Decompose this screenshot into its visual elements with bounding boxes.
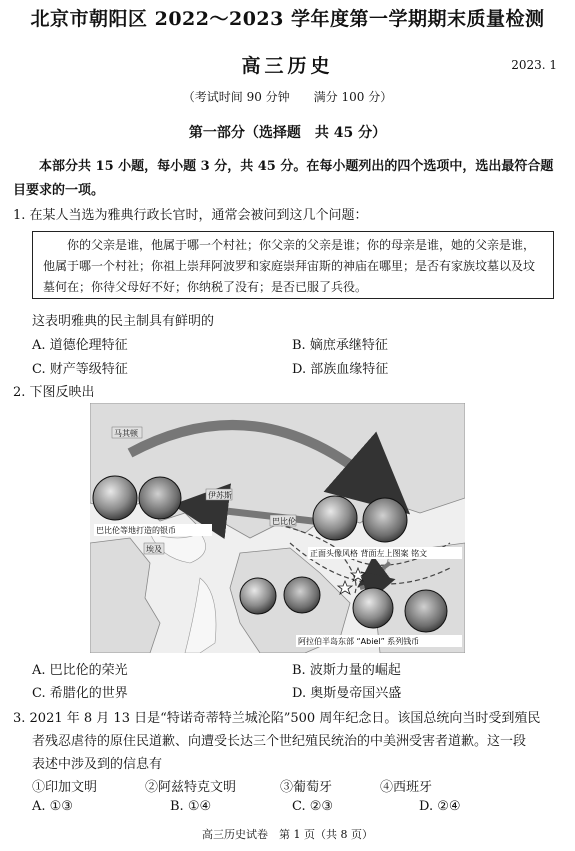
caption-babylon-coins: 巴比伦等地打造的银币 bbox=[96, 526, 176, 535]
question-3-option-a[interactable]: A. ①③ bbox=[32, 799, 73, 814]
question-2-stem: 2. 下图反映出 bbox=[13, 385, 95, 400]
question-2-option-a[interactable]: A. 巴比伦的荣光 bbox=[32, 663, 128, 678]
page-footer: 高三历史试卷 第 1 页（共 8 页） bbox=[202, 828, 373, 841]
question-2-option-b[interactable]: B. 波斯力量的崛起 bbox=[292, 663, 401, 678]
question-1-option-b[interactable]: B. 嫡庶承继特征 bbox=[292, 338, 388, 353]
question-1-quote: 你的父亲是谁，他属于哪一个村社；你父亲的父亲是谁；你的母亲是谁，她的父亲是谁，他属于哪一个村社；你祖上崇拜阿波罗和家庭崇拜宙斯的神庙在哪里；是否有家族坟墓以及坟墓何在；你待父母好不好；你纳税了没有；是否已服了兵役。 bbox=[32, 231, 554, 299]
question-3-option-c[interactable]: C. ②③ bbox=[292, 799, 334, 814]
label-issus: 伊苏斯 bbox=[208, 491, 232, 500]
question-1-option-d[interactable]: D. 部族血缘特征 bbox=[292, 362, 389, 377]
coin-map-figure bbox=[90, 403, 465, 653]
caption-coin-features: 正面头像风格 背面左上图案 铭文 bbox=[310, 549, 428, 558]
question-1-followup: 这表明雅典的民主制具有鲜明的 bbox=[32, 314, 215, 329]
question-1-option-a[interactable]: A. 道德伦理特征 bbox=[32, 338, 128, 353]
label-macedonia: 马其顿 bbox=[114, 429, 138, 438]
question-3-item-2: ②阿兹特克文明 bbox=[145, 780, 237, 795]
question-3-option-d[interactable]: D. ②④ bbox=[419, 799, 461, 814]
question-3-stem-line-1: 3. 2021 年 8 月 13 日是“特诺奇蒂特兰城沦陷”500 周年纪念日。该国总统向当时受到殖民 bbox=[13, 711, 541, 726]
question-3-stem-line-2: 者残忍虐待的原住民道歉、向遭受长达三个世纪殖民统治的中美洲受害者道歉。这一段 bbox=[32, 734, 527, 749]
caption-arabia-coins: 阿拉伯半岛东部 “Abiel” 系列钱币 bbox=[298, 637, 420, 646]
exam-title: 北京市朝阳区 2022～2023 学年度第一学期期末质量检测 bbox=[30, 8, 545, 30]
question-3-item-3: ③葡萄牙 bbox=[280, 780, 333, 795]
question-2-option-d[interactable]: D. 奥斯曼帝国兴盛 bbox=[292, 686, 402, 701]
label-babylon: 巴比伦 bbox=[272, 517, 296, 526]
question-1-stem: 1. 在某人当选为雅典行政长官时，通常会被问到这几个问题： bbox=[13, 208, 368, 223]
section-instructions: 本部分共 15 小题，每小题 3 分，共 45 分。在每小题列出的四个选项中，选出最符合题目要求的一项。 bbox=[13, 159, 554, 198]
question-1-option-c[interactable]: C. 财产等级特征 bbox=[32, 362, 128, 377]
section-title: 第一部分（选择题 共 45 分） bbox=[188, 125, 387, 141]
label-egypt: 埃及 bbox=[146, 545, 162, 554]
subject-title: 高三历史 bbox=[241, 55, 334, 77]
question-3-option-b[interactable]: B. ①④ bbox=[170, 799, 212, 814]
exam-info: （考试时间 90 分钟 满分 100 分） bbox=[182, 90, 393, 104]
exam-date: 2023. 1 bbox=[511, 58, 557, 72]
question-3-item-4: ④西班牙 bbox=[380, 780, 433, 795]
question-2-option-c[interactable]: C. 希腊化的世界 bbox=[32, 686, 128, 701]
question-3-stem-line-3: 表述中涉及到的信息有 bbox=[32, 757, 163, 772]
question-3-item-1: ①印加文明 bbox=[32, 780, 98, 795]
